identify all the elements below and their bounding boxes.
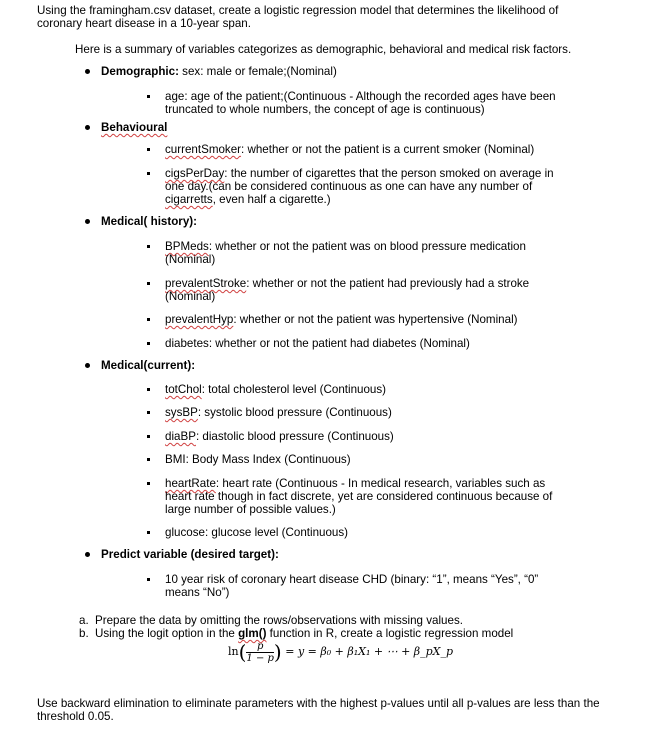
cigs-line-1 [165, 167, 554, 180]
totchol-line [165, 383, 386, 396]
bullet-square [147, 435, 150, 438]
var-desc: : diastolic blood pressure (Continuous) [195, 430, 394, 443]
bpmeds-line-1 [165, 240, 526, 253]
step-b-marker: b. [79, 627, 89, 640]
bullet-dot [85, 363, 90, 368]
misspelled-word: cigarretts [165, 193, 213, 206]
fraction-denominator: 1 − p [246, 652, 274, 664]
heartrate-line-1 [165, 477, 545, 490]
var-name: sysBP [165, 406, 198, 419]
age-line-1: age: age of the patient;(Continuous - Although the recorded ages have been [165, 90, 556, 103]
hyp-line [165, 313, 518, 326]
footer-line-2: threshold 0.05. [37, 710, 114, 723]
bullet-square [147, 95, 150, 98]
heartrate-line-2: heart rate though in fact discrete, yet are considered continuous because of [165, 490, 553, 503]
var-name: cigsPerDay [165, 167, 225, 180]
behavioral-label: Behavioural [101, 121, 168, 134]
target-label: Predict variable (desired target): [101, 548, 279, 561]
bullet-square [147, 531, 150, 534]
fraction [246, 641, 274, 664]
var-name: diaBP [165, 430, 196, 443]
target-line-2: means “No”) [165, 586, 230, 599]
var-desc: : whether or not the patient was on blood pressure medication [208, 240, 526, 253]
step-a-marker: a. [79, 614, 89, 627]
var-desc: : whether or not the patient is a current smoker (Nominal) [241, 143, 535, 156]
demographic-label: Demographic: [101, 65, 179, 78]
stroke-line-2: (Nominal) [165, 290, 216, 303]
current-smoker-line [165, 143, 534, 156]
var-name: currentSmoker [165, 143, 242, 156]
var-desc: , even half a cigarette.) [212, 193, 331, 206]
cigs-line-2: one day.(can be considered continuous as one can have any number of [165, 180, 533, 193]
bullet-square [147, 458, 150, 461]
bpmeds-line-2: (Nominal) [165, 253, 216, 266]
bullet-square [147, 411, 150, 414]
step-a-text: Prepare the data by omitting the rows/observations with missing values. [95, 614, 463, 627]
var-desc: : total cholesterol level (Continuous) [201, 383, 387, 396]
var-name: prevalentHyp [165, 313, 234, 326]
bullet-dot [85, 125, 90, 130]
glucose-line: glucose: glucose level (Continuous) [165, 526, 349, 539]
glm-function: glm() [238, 627, 267, 640]
bullet-dot [85, 69, 90, 74]
target-line-1: 10 year risk of coronary heart disease CHD (binary: “1”, means “Yes”, “0” [165, 573, 539, 586]
diabetes-line: diabetes: whether or not the patient had diabetes (Nominal) [165, 337, 470, 350]
bullet-square [147, 245, 150, 248]
fraction-numerator: p [246, 641, 274, 653]
bullet-square [147, 342, 150, 345]
var-name: prevalentStroke [165, 277, 247, 290]
paren-open: ( [238, 640, 247, 664]
demographic-line [101, 65, 337, 78]
bullet-dot [85, 552, 90, 557]
bullet-square [147, 172, 150, 175]
formula-rhs: = y = β₀ + β₁X₁ + ⋯ + β_pX_p [285, 645, 454, 658]
footer-line-1: Use backward elimination to eliminate parameters with the highest p-values until all p-values are less than the [37, 697, 600, 710]
bullet-square [147, 318, 150, 321]
var-name: BPMeds [165, 240, 209, 253]
diabp-line [165, 430, 394, 443]
bmi-line: BMI: Body Mass Index (Continuous) [165, 453, 351, 466]
var-desc: : the number of cigarettes that the person smoked on average in [224, 167, 554, 180]
ln-symbol: ln [228, 645, 239, 658]
paren-close: ) [273, 640, 282, 664]
logit-formula [228, 640, 453, 664]
step-b-post: function in R, create a logistic regression model [266, 627, 514, 640]
var-name: totChol [165, 383, 202, 396]
sysbp-line [165, 406, 392, 419]
summary-text: Here is a summary of variables categorizes as demographic, behavioral and medical risk factors. [75, 43, 572, 56]
step-b-text [95, 627, 513, 640]
stroke-line-1 [165, 277, 529, 290]
bullet-square [147, 578, 150, 581]
medical-history-label: Medical( history): [101, 215, 197, 228]
bullet-dot [85, 219, 90, 224]
age-line-2: truncated to whole numbers, the concept of age is continuous) [165, 103, 485, 116]
heartrate-line-3: large number of possible values.) [165, 503, 336, 516]
step-b-pre: Using the logit option in the [95, 627, 239, 640]
cigs-line-3 [165, 193, 331, 206]
demographic-text: sex: male or female;(Nominal) [178, 65, 337, 78]
intro-line-2: coronary heart disease in a 10-year span. [37, 17, 251, 30]
bullet-square [147, 388, 150, 391]
var-desc: : whether or not the patient had previously had a stroke [246, 277, 530, 290]
bullet-square [147, 482, 150, 485]
medical-current-label: Medical(current): [101, 359, 196, 372]
intro-line-1: Using the framingham.csv dataset, create a logistic regression model that determines the likelihood of [37, 4, 559, 17]
var-desc: : systolic blood pressure (Continuous) [197, 406, 392, 419]
bullet-square [147, 148, 150, 151]
var-desc: : whether or not the patient was hypertensive (Nominal) [233, 313, 518, 326]
var-name: heartRate [165, 477, 216, 490]
bullet-square [147, 282, 150, 285]
var-desc: : heart rate (Continuous - In medical research, variables such as [215, 477, 546, 490]
